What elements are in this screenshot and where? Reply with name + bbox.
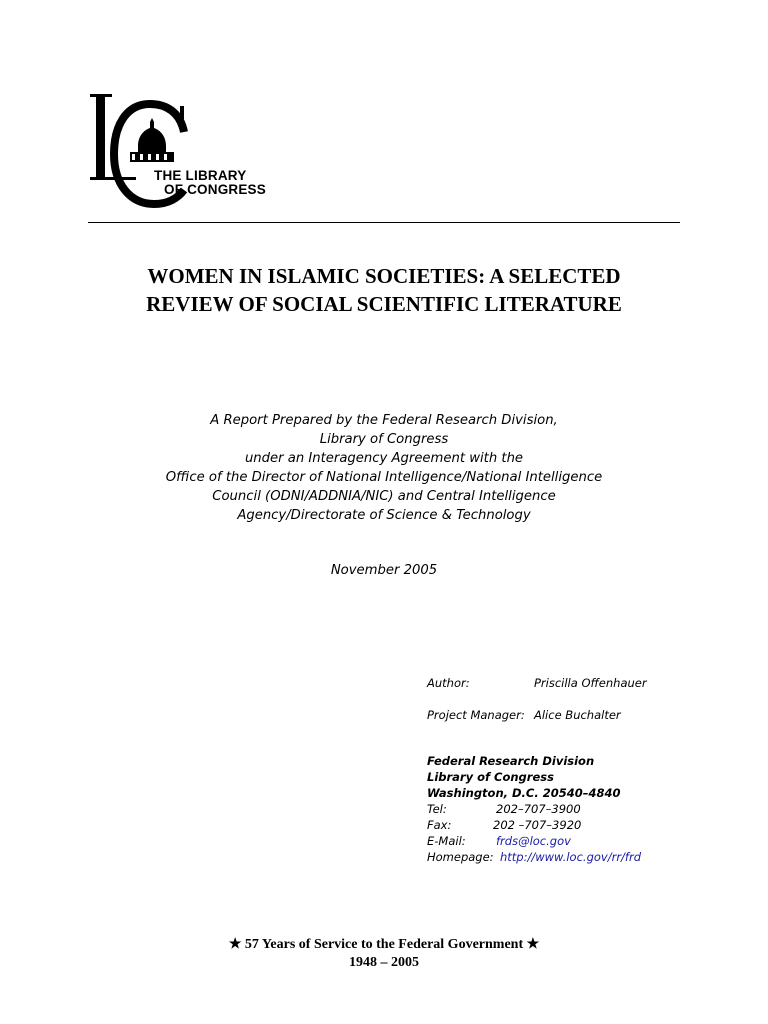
title-line-1: WOMEN IN ISLAMIC SOCIETIES: A SELECTED: [147, 264, 621, 288]
report-date: November 2005: [330, 563, 438, 578]
logo-wordmark: [154, 169, 266, 197]
tel-value: 202–707–3900: [496, 802, 581, 816]
fax-value: 202 –707–3920: [493, 818, 582, 832]
org-line-3: Washington, D.C. 20540–4840: [427, 786, 621, 800]
prepared-by-block: [84, 411, 684, 525]
prepared-line: Council (ODNI/ADDNIA/NIC) and Central Intelligence: [212, 489, 556, 504]
author-label: Author:: [427, 676, 470, 690]
homepage-link[interactable]: http://www.loc.gov/rr/frd: [500, 850, 641, 864]
email-label: E-Mail:: [427, 834, 466, 848]
library-of-congress-logo: [88, 92, 308, 212]
prepared-line: under an Interagency Agreement with the: [244, 451, 524, 466]
project-manager-label: Project Manager:: [427, 708, 525, 722]
fax-label: Fax:: [427, 818, 452, 832]
org-line-2: Library of Congress: [427, 770, 554, 784]
logo-line-1: THE LIBRARY: [154, 168, 247, 183]
title-line-2: REVIEW OF SOCIAL SCIENTIFIC LITERATURE: [146, 292, 622, 316]
project-manager-value: Alice Buchalter: [534, 708, 621, 722]
prepared-line: Office of the Director of National Intelligence/National Intelligence: [165, 470, 603, 485]
footer-line-1: ★ 57 Years of Service to the Federal Government ★: [228, 937, 540, 952]
author-value: Priscilla Offenhauer: [534, 676, 647, 690]
header-rule: [88, 222, 680, 223]
org-line-1: Federal Research Division: [427, 754, 595, 768]
prepared-line: A Report Prepared by the Federal Research Division,: [210, 413, 558, 428]
report-title: [60, 262, 708, 318]
prepared-line: Agency/Directorate of Science & Technology: [237, 508, 531, 523]
email-link[interactable]: frds@loc.gov: [496, 834, 571, 848]
prepared-line: Library of Congress: [319, 432, 449, 447]
logo-line-2: OF CONGRESS: [164, 182, 266, 197]
footer-line-2: 1948 – 2005: [349, 955, 419, 970]
footer-block: [84, 936, 684, 972]
tel-label: Tel:: [427, 802, 447, 816]
homepage-label: Homepage:: [427, 850, 494, 864]
